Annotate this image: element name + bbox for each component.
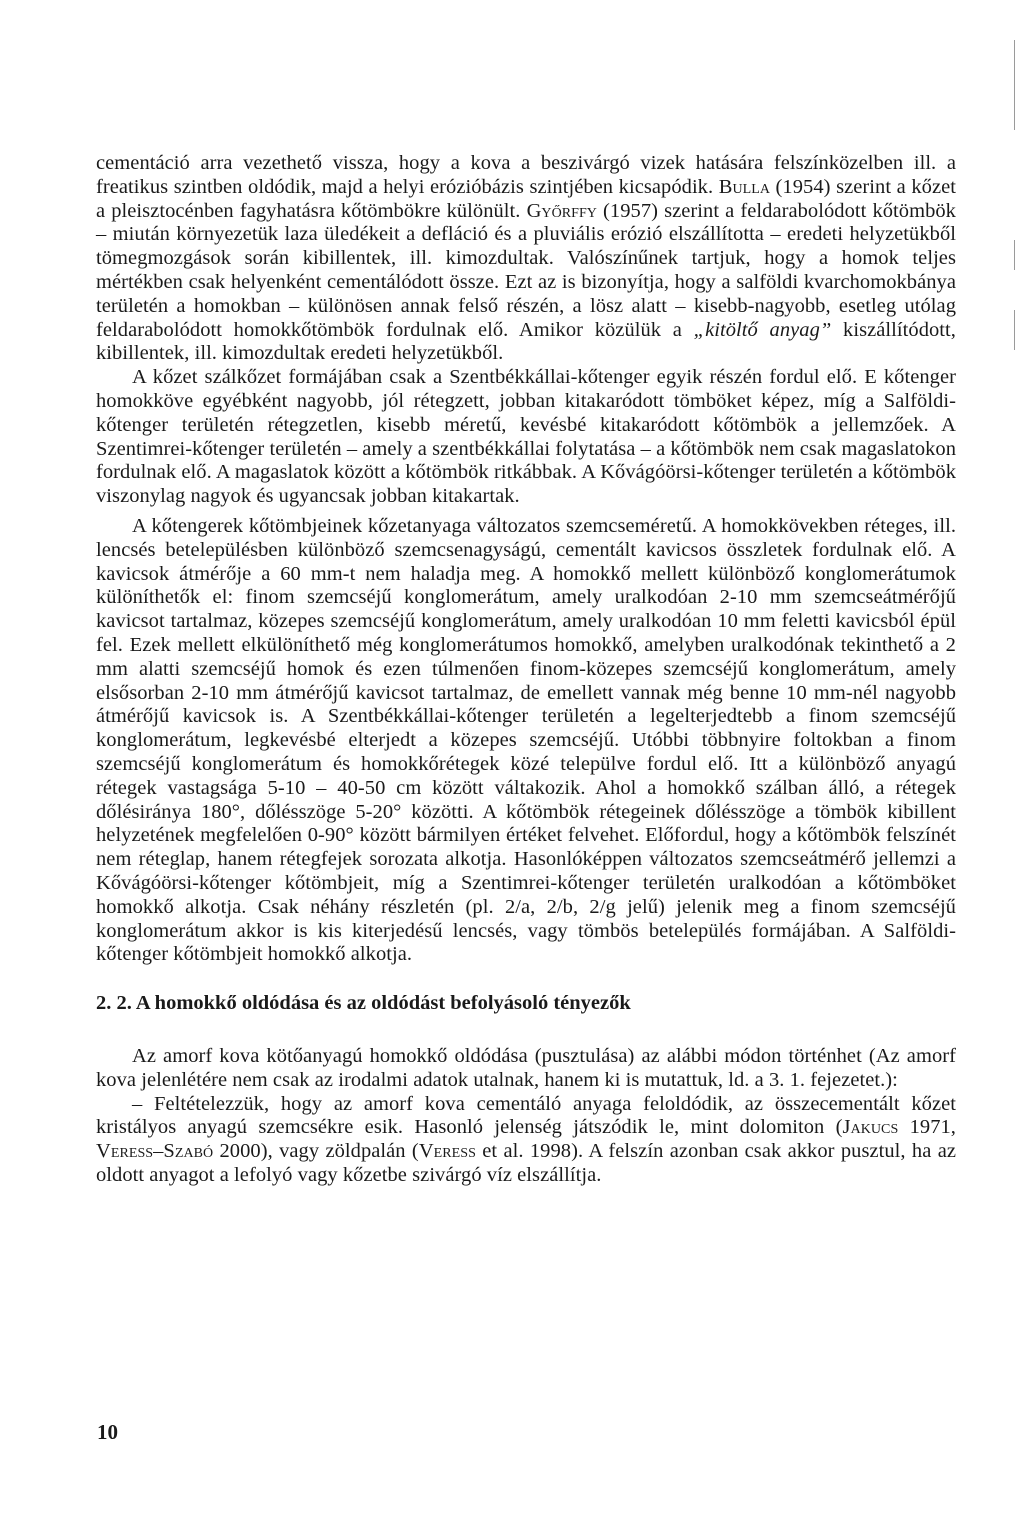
text-span: cementáció arra vezethető vissza, hogy a kova a beszivárgó vizek hatására felszínközelben ill. a freatikus szintben oldódik, majd a helyi erózióbázis szintjében kicsapódik. [96, 152, 956, 198]
paragraph-5 [96, 1093, 956, 1188]
scan-edge-mark [1014, 310, 1015, 350]
paragraph-3: A kőtengerek kőtömbjeinek kőzetanyaga változatos szemcseméretű. A homokkövekben réteges, ill. lencsés betelepülésben különböző szemcsenagyságú, cementált kavicsos összletek fordulnak elő. A kavicsok átmérője a 60 mm-t nem haladja meg. A homokkő mellett különböző konglomerátumok különíthetők el: finom szemcséjű konglomerátum, amely uralkodóan 2-10 mm szemcseátmérőjű kavicsot tartalmaz, közepes szemcséjű konglomerátum, amely uralkodóan 10 mm feletti kavicsból épül fel. Ezek mellett elkülöníthető még konglomerátumos homokkő, amelyben uralkodónak tekinthető a 2 mm alatti szemcséjű homok és ezen túlmenően finom-közepes szemcséjű konglomerátum, amely elsősorban 2-10 mm átmérőjű kavicsot tartalmaz, de emellett vannak még benne 10 mm-nél nagyobb átmérőjű kavicsok is. A Szentbékkállai-kőtenger területén a legelterjedtebb a finom szemcséjű konglomerátum, legkevésbé elterjedt a közepes szemcséjű. Utóbbi többnyire foltokban a finom szemcséjű konglomerátum és homokkőrétegek közé települve fordul elő. Itt a különböző anyagú rétegek vastagsága 5-10 – 40-50 cm között váltakozik. Ahol a homokkő szálban álló, a rétegek dőlésiránya 180°, dőlésszöge 5-20° közötti. A kőtömbök rétegeinek dőlésszöge a tömbök kibillent helyzetének megfelelően 0-90° között bármilyen értéket felvehet. Előfordul, hogy a kőtömbök felszínét nem réteglap, hanem rétegfejek sorozata alkotja. Hasonlóképpen változatos szemcseátmérő jellemzi a Kővágóörsi-kőtenger kőtömbjeit, míg a Szentimrei-kőtenger területén uralkodóan a kőtömböket homokkő alkotja. Csak néhány részletén (pl. 2/a, 2/b, 2/g jelű) jelenik meg a finom szemcséjű konglomerátum akkor is kis kiterjedésű lencsés, vagy tömbös betelepülés formájában. A Salföldi-kőtenger kőtömbjeit homokkő alkotja. [96, 514, 956, 966]
text-span: 1971, [898, 1116, 956, 1139]
paragraph-4: Az amorf kova kötőanyagú homokkő oldódása (pusztulása) az alábbi módon történhet (Az amorf kova jelenlétére nem csak az irodalmi adatok utalnak, hanem ki is mutattuk, ld. a 3. 1. fejezetet.): [96, 1045, 956, 1091]
text-span: 2000), vagy zöldpalán ( [213, 1140, 419, 1163]
text-span: kiszállítódott, kibillentek, ill. kimozdultak eredeti helyzetükből. [96, 318, 956, 365]
paragraph-2: A kőzet szálkőzet formájában csak a Szentbékkállai-kőtenger egyik részén fordul elő. E kőtenger homokköve egyébként nagyobb, jól rétegzett, jobban kitakaródott tömböket képez, míg a Salföldi-kőtenger területén rétegzetlen, kisebb méretű, kevésbé kitakaródott kőtömbök a jellemzőek. A Szentimrei-kőtenger területén – amely a szentbékkállai folytatása – a kőtömbök nem csak magaslatokon fordulnak elő. A magaslatok között a kőtömbök ritkábbak. A Kővágóörsi-kőtenger területén a kőtömbök viszonylag nagyok és ugyancsak jobban kitakartak. [96, 366, 957, 508]
text-span: (1957) szerint a feldarabolódott kőtömbök – miután környezetük laza üledékeit a defláció és a pluviális erózió elszállította – eredeti helyzetükből tömegmozgások során kibillentek, ill. kimozdultak. Valószínűnek tartjuk, hogy a homok teljes mértékben csak helyenként cementálódott össze. Ezt az is bizonyítja, hogy a salföldi kvarchomokbánya területén a homokban – különösen annak felső részén, a lösz alatt – kisebb-nagyobb, esetleg utólag feldarabolódott homokkőtömbök fordulnak elő. Amikor közülük a [96, 199, 956, 341]
text-span: (1954) szerint a kőzet a pleisztocénben fagyhatásra kőtömbökre különült. [96, 175, 956, 222]
author-citation: Bulla [718, 175, 770, 198]
quoted-term: „kitöltő anyag” [693, 318, 832, 341]
text-span: et al. 1998). A felszín azonban csak akkor pusztul, ha az oldott anyagot a lefolyó vagy kőzetbe szivárgó víz elszállítja. [96, 1140, 956, 1187]
author-citation: Veress–Szabó [96, 1140, 214, 1163]
page-number: 10 [97, 1420, 118, 1444]
page-body [96, 152, 956, 1188]
paragraph-1 [96, 152, 956, 366]
author-citation: Jakucs [842, 1116, 899, 1139]
section-heading: 2. 2. A homokkő oldódása és az oldódást befolyásoló tényezők [96, 992, 631, 1015]
scan-edge-mark [1014, 240, 1015, 270]
author-citation: Győrffy [526, 199, 597, 222]
text-span: – Feltételezzük, hogy az amorf kova cementáló anyaga feloldódik, az összecementált kőzet kristályos anyagú szemcsékre esik. Hasonló jelenség játszódik le, mint dolomiton ( [96, 1092, 956, 1139]
author-citation: Veress [418, 1140, 476, 1163]
scan-edge-mark [1014, 40, 1015, 130]
